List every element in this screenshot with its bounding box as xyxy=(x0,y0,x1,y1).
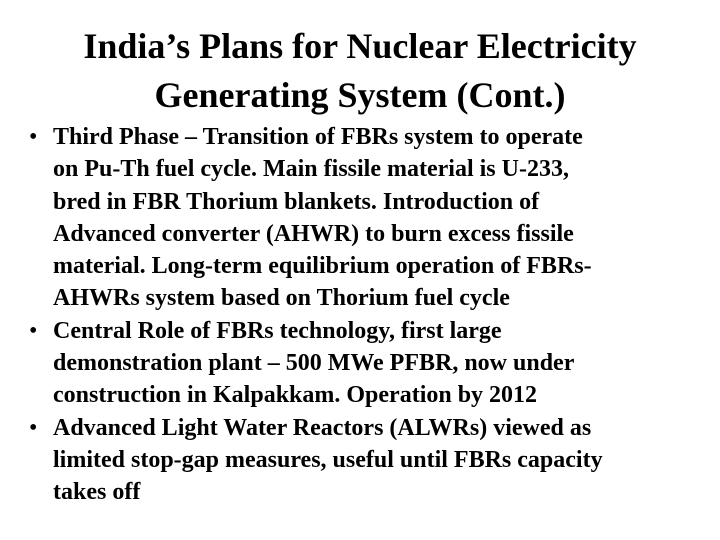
bullet-text-line: AHWRs system based on Thorium fuel cycle xyxy=(53,285,510,312)
bullet-text-line: on Pu-Th fuel cycle. Main fissile material is U-233, xyxy=(53,156,569,183)
bullet-text-line: takes off xyxy=(53,479,141,506)
bullet-text-line: bred in FBR Thorium blankets. Introduction of xyxy=(53,188,540,215)
bullet-text-line: construction in Kalpakkam. Operation by 2012 xyxy=(53,382,538,409)
bullet-text-line: Central Role of FBRs technology, first large xyxy=(53,317,502,344)
bullet-text-line: demonstration plant – 500 MWe PFBR, now under xyxy=(53,350,575,377)
slide-title xyxy=(40,22,680,120)
bullet-icon: • xyxy=(29,317,38,344)
bullet-item xyxy=(0,315,720,412)
bullet-icon: • xyxy=(29,414,38,441)
bullet-text-line: Advanced converter (AHWR) to burn excess fissile xyxy=(53,220,574,247)
bullet-text-line: material. Long-term equilibrium operation of FBRs- xyxy=(53,253,592,280)
bullet-icon: • xyxy=(29,124,38,150)
bullet-item xyxy=(0,412,720,509)
bullet-item xyxy=(0,121,720,315)
bullet-text-line: Advanced Light Water Reactors (ALWRs) viewed as xyxy=(53,414,592,441)
bullet-text-line: limited stop-gap measures, useful until FBRs capacity xyxy=(53,446,603,473)
bullet-text-line: Third Phase – Transition of FBRs system to operate xyxy=(53,124,583,150)
title-line: Generating System (Cont.) xyxy=(154,75,566,115)
title-line: India’s Plans for Nuclear Electricity xyxy=(83,26,637,66)
bullet-list xyxy=(0,121,720,509)
